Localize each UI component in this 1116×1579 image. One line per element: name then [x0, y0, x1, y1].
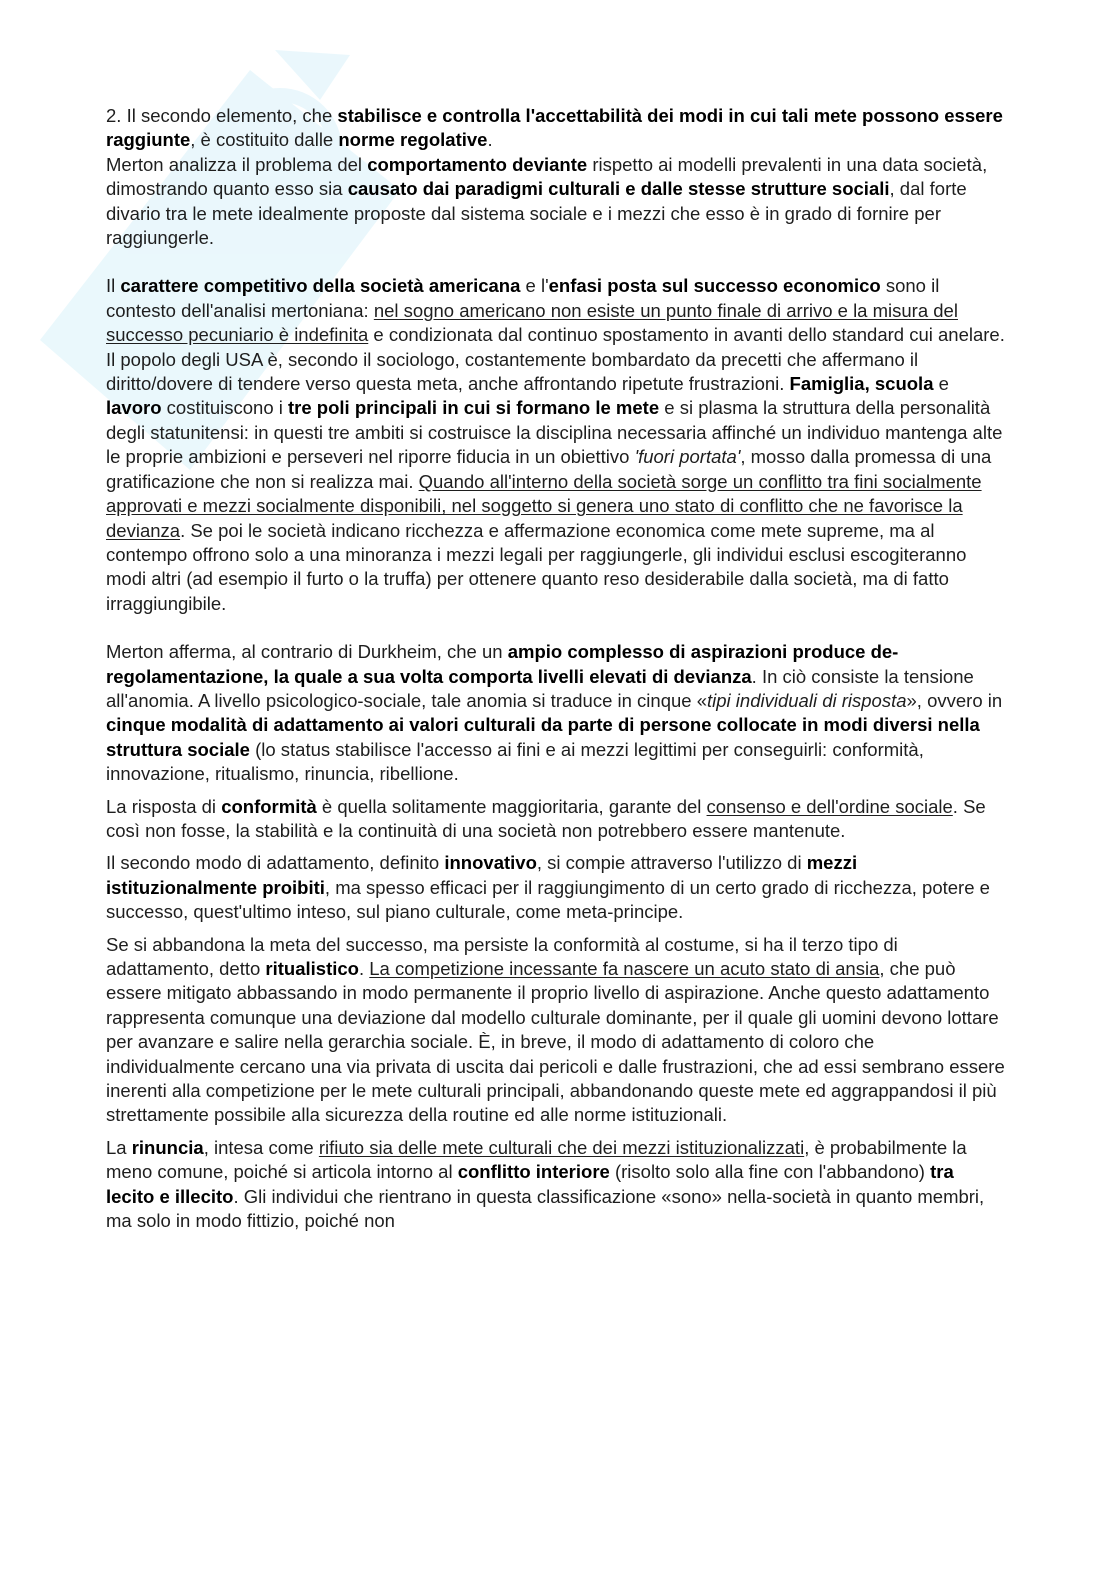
text-run: Se si abbandona la meta del successo, ma persiste la conformità al costume, si ha il terzo tipo di adattamento, detto — [106, 933, 898, 979]
text-run: La risposta di — [106, 795, 222, 817]
text-run: costituiscono i — [161, 397, 289, 419]
text-run: . — [487, 129, 493, 151]
underlined-text: rifiuto sia delle mete culturali che dei mezzi istituzionalizzati — [318, 1136, 805, 1158]
paragraph-p3 — [106, 274, 1006, 347]
text-run: e condizionata dal continuo spostamento in avanti dello standard cui anelare. — [368, 324, 1005, 346]
bold-text: conformità — [221, 795, 317, 817]
text-run: , si compie attraverso l'utilizzo di — [536, 852, 807, 874]
bold-text: ampio complesso di aspirazioni produce de-regolamentazione, la quale a sua volta comporta livelli elevati di devianza — [106, 641, 899, 687]
bold-text: norme regolative — [338, 129, 488, 151]
paragraph-p5 — [106, 640, 1006, 786]
text-run: rispetto ai modelli prevalenti in una data società, dimostrando quanto esso sia — [106, 153, 988, 200]
paragraph-p7 — [106, 851, 1006, 924]
text-run: , è costituito dalle — [190, 129, 339, 151]
text-run: e l' — [520, 275, 549, 297]
paragraph-p1 — [106, 104, 1006, 153]
text-run: », ovvero in — [906, 689, 1003, 711]
text-run: . Se poi le società indicano ricchezza e affermazione economica come mete supreme, ma al contempo offrono solo a una minoranza i mezzi legali per raggiungerle, gli individui esclusi escogiteranno modi altri (ad esempio il furto o la truffa) per ottenere quanto reso desiderabile dalla società, ma di fatto irraggiungibile. — [106, 519, 967, 614]
text-run: e — [933, 373, 949, 395]
bold-text: ritualistico — [265, 958, 359, 979]
text-run: e si plasma la struttura della personalità degli statunitensi: in questi tre ambiti si costruisce la disciplina necessaria affinché un individuo mantenga alte le proprie ambizioni e perseveri nel riporre fiducia in un obiettivo — [106, 397, 1003, 468]
text-run: è quella solitamente maggioritaria, garante del — [316, 795, 707, 817]
text-run: , è probabilmente la meno comune, poiché si articola intorno al — [106, 1136, 967, 1183]
text-run: . Gli individui che rientrano in questa classificazione «sono» nella-società in quanto membri, ma solo in modo fittizio, poiché non — [106, 1185, 985, 1232]
text-run: (lo status stabilisce l'accesso ai fini e ai mezzi legittimi per conseguirli: conformità, innovazione, ritualismo, rinuncia, ribellione. — [106, 738, 924, 785]
bold-text: Famiglia, scuola — [789, 373, 934, 395]
text-run: , intesa come — [203, 1136, 319, 1158]
bold-text: innovativo — [444, 852, 537, 874]
text-run: Merton analizza il problema del — [106, 153, 368, 175]
text-run: sono il contesto dell'analisi mertoniana: — [106, 275, 940, 321]
bold-text: causato dai paradigmi culturali e dalle stesse strutture sociali — [347, 178, 890, 200]
text-run: . Se così non fosse, la stabilità e la continuità di una società non potrebbero essere mantenute. — [106, 795, 986, 841]
underlined-text: nel sogno americano non esiste un punto finale di arrivo e la misura del successo pecuniario è indefinita — [106, 299, 958, 346]
italic-text: tipi individuali di risposta — [707, 689, 907, 711]
text-run: Il — [106, 275, 121, 297]
underlined-text: consenso e dell'ordine sociale — [706, 795, 953, 817]
text-run: , ma spesso efficaci per il raggiungimento di un certo grado di ricchezza, potere e successo, quest'ultimo inteso, sul piano culturale, come meta-principe. — [106, 876, 990, 923]
paragraph-p6 — [106, 795, 1006, 844]
text-run: , mosso dalla promessa di una gratificazione che non si realizza mai. — [106, 446, 992, 492]
bold-text: enfasi posta sul successo economico — [548, 275, 881, 297]
paragraph-p9 — [106, 1136, 1006, 1234]
underlined-text: La competizione incessante fa nascere un acuto stato di ansia — [369, 958, 880, 979]
italic-text: 'fuori portata' — [634, 446, 741, 468]
text-run: , che può essere mitigato abbassando in modo permanente il proprio livello di aspirazione. Anche questo adattamento rappresenta comunque una deviazione dal modello culturale dominante, per il quale gli uomini devono lottare per avanzare e salire nella gerarchia sociale. È, in breve, il modo di adattamento di coloro che individualmente cercano una via privata di uscita dai pericoli e dalle frustrazioni, che ad essi sembrano essere inerenti alla competizione per le mete culturali principali, abbandonando queste mete ed aggrappandosi il più strettamente possibile alla sicurezza della routine ed alle norme istituzionali. — [106, 958, 1005, 1126]
underlined-text: Quando all'interno della società sorge un conflitto tra fini socialmente approvati e mezzi socialmente disponibili, nel soggetto si genera uno stato di conflitto che ne favorisce la devianza — [106, 470, 982, 541]
document-body — [106, 104, 1006, 1241]
text-run: (risolto solo alla fine con l'abbandono) — [609, 1161, 931, 1183]
text-run: Merton afferma, al contrario di Durkheim, che un — [106, 641, 508, 663]
bold-text: tre poli principali in cui si formano le mete — [288, 397, 660, 419]
bold-text: conflitto interiore — [457, 1161, 610, 1183]
bold-text: cinque modalità di adattamento ai valori culturali da parte di persone collocate in modi diversi nella struttura sociale — [106, 714, 980, 760]
text-run: La — [106, 1136, 132, 1158]
paragraph-p2 — [106, 153, 1006, 251]
bold-text: comportamento deviante — [367, 153, 588, 175]
text-run: 2. Il secondo elemento, che — [106, 105, 338, 126]
bold-text: carattere competitivo della società americana — [120, 275, 521, 297]
bold-text: rinuncia — [131, 1136, 204, 1158]
bold-text: lavoro — [106, 397, 162, 419]
paragraph-p4 — [106, 348, 1006, 616]
text-run: Il secondo modo di adattamento, definito — [106, 852, 445, 874]
paragraph-p8 — [106, 933, 1006, 1128]
bold-text: tra lecito e illecito — [106, 1161, 954, 1207]
text-run: Il popolo degli USA è, secondo il sociologo, costantemente bombardato da precetti che affermano il diritto/dovere di tendere verso questa meta, anche affrontando ripetute frustrazioni. — [106, 348, 919, 395]
bold-text: stabilisce e controlla l'accettabilità dei modi in cui tali mete possono essere raggiunte — [106, 105, 1003, 151]
text-run: . — [358, 958, 370, 979]
text-run: , dal forte divario tra le mete idealmente proposte dal sistema sociale e i mezzi che esso è in grado di fornire per raggiungerle. — [106, 178, 967, 249]
bold-text: mezzi istituzionalmente proibiti — [106, 852, 858, 898]
text-run: . In ciò consiste la tensione all'anomia. A livello psicologico-sociale, tale anomia si traduce in cinque « — [106, 665, 974, 711]
